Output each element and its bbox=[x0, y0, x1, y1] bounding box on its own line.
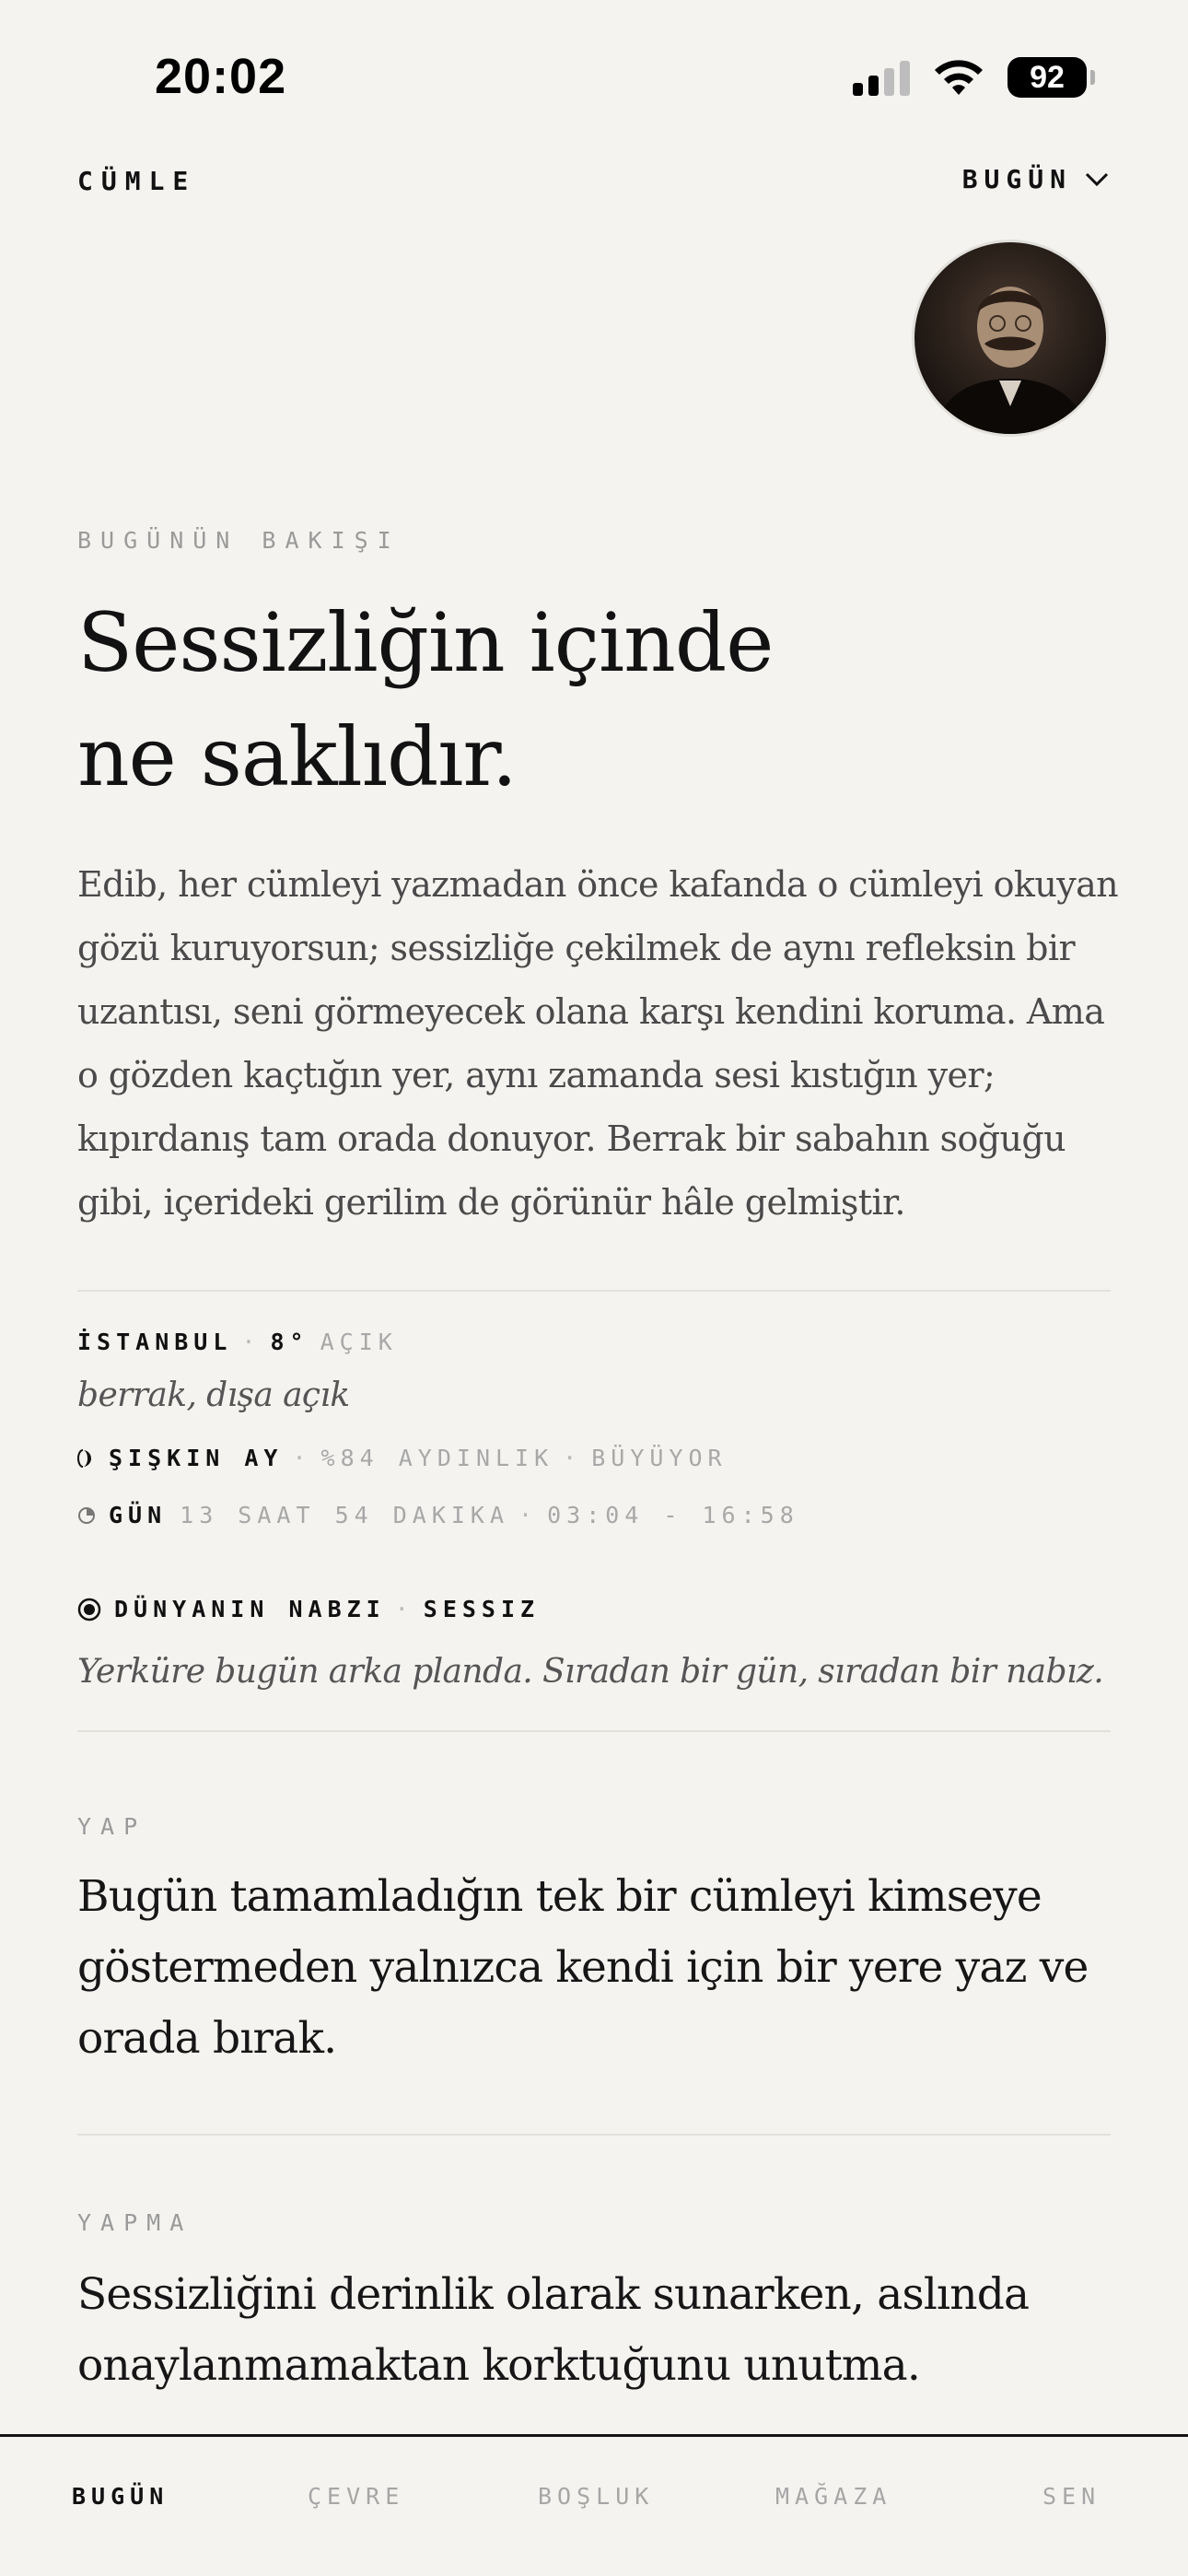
day-length: 13 SAAT 54 DAKIKA bbox=[180, 1502, 510, 1528]
battery-icon bbox=[1007, 57, 1087, 98]
separator: · bbox=[563, 1445, 583, 1471]
moon-illumination: %84 AYDINLIK bbox=[320, 1445, 554, 1471]
status-icons bbox=[853, 57, 1087, 98]
day-label: GÜN bbox=[109, 1502, 168, 1528]
headline-line-2: ne saklıdır. bbox=[77, 709, 517, 804]
chevron-down-icon bbox=[1085, 171, 1109, 188]
pulse-target-icon bbox=[77, 1598, 101, 1622]
separator: · bbox=[394, 1596, 414, 1622]
headline-line-1: Sessizliğin içinde bbox=[77, 595, 774, 690]
nav-tab-magaza[interactable]: MAĞAZA bbox=[775, 2483, 892, 2510]
weather-row bbox=[77, 1329, 398, 1355]
cellular-signal-icon bbox=[853, 59, 910, 96]
moon-phase: ŞIŞKIN AY bbox=[109, 1445, 284, 1471]
dont-text: Sessizliğini derinlik olarak sunarken, aslında onaylanmamaktan korktuğunu unutma. bbox=[77, 2269, 1030, 2391]
weather-temperature: 8° bbox=[270, 1329, 309, 1355]
nav-tab-sen[interactable]: SEN bbox=[1042, 2483, 1101, 2510]
bottom-navigation bbox=[0, 2434, 1188, 2576]
date-selector-label: BUGÜN bbox=[961, 164, 1072, 194]
nav-tab-cevre[interactable]: ÇEVRE bbox=[308, 2483, 405, 2510]
weather-condition: AÇIK bbox=[320, 1329, 398, 1355]
divider bbox=[77, 1730, 1111, 1732]
do-text: Bugün tamamladığın tek bir cümleyi kimseye göstermeden yalnızca kendi için bir yere yaz ve orada bırak. bbox=[77, 1871, 1089, 2064]
nav-tab-bosluk[interactable]: BOŞLUK bbox=[538, 2483, 655, 2510]
separator: · bbox=[518, 1502, 539, 1528]
date-selector[interactable] bbox=[962, 164, 1109, 194]
wifi-icon bbox=[932, 58, 985, 97]
weather-mood: berrak, dışa açık bbox=[77, 1376, 350, 1414]
pulse-state: SESSIZ bbox=[423, 1596, 541, 1622]
section-eyebrow: BUGÜNÜN BAKIŞI bbox=[77, 527, 401, 554]
separator: · bbox=[292, 1445, 312, 1471]
portrait-image bbox=[914, 242, 1106, 434]
nav-tab-bugun[interactable]: BUGÜN bbox=[72, 2483, 169, 2510]
world-pulse-row bbox=[77, 1596, 540, 1622]
pulse-description: Yerküre bugün arka planda. Sıradan bir gün, sıradan bir nabız. bbox=[77, 1653, 1104, 1691]
do-label: YAP bbox=[77, 1813, 147, 1840]
battery-level: 92 bbox=[1030, 59, 1065, 95]
weather-city: İSTANBUL bbox=[77, 1329, 233, 1355]
pulse-label: DÜNYANIN NABZI bbox=[114, 1596, 386, 1622]
status-time: 20:02 bbox=[155, 49, 287, 104]
divider bbox=[77, 2134, 1111, 2136]
page-title bbox=[77, 586, 906, 814]
dont-label: YAPMA bbox=[77, 2209, 193, 2236]
day-length-row bbox=[77, 1502, 799, 1528]
moon-phase-icon bbox=[77, 1448, 96, 1469]
divider bbox=[77, 1290, 1111, 1292]
profile-avatar[interactable] bbox=[912, 240, 1109, 437]
moon-row bbox=[77, 1445, 728, 1471]
app-brand: CÜMLE bbox=[77, 166, 197, 196]
moon-trend: BÜYÜYOR bbox=[591, 1445, 728, 1471]
day-range: 03:04 - 16:58 bbox=[547, 1502, 799, 1528]
separator: · bbox=[241, 1329, 262, 1355]
clock-icon bbox=[77, 1506, 96, 1525]
daily-insight-text: Edib, her cümleyi yazmadan önce kafanda o cümleyi okuyan gözü kuruyorsun; sessizliğe çekilmek de aynı refleksin bir uzantısı, seni görmeyecek olana karşı kendini koruma. Ama o gözden kaçtığın yer, aynı zamanda sesi kıstığın yer; kıpırdanış tam orada donuyor. Berrak bir sabahın soğuğu gibi, içerideki gerilim de görünür hâle gelmiştir. bbox=[77, 864, 1119, 1223]
